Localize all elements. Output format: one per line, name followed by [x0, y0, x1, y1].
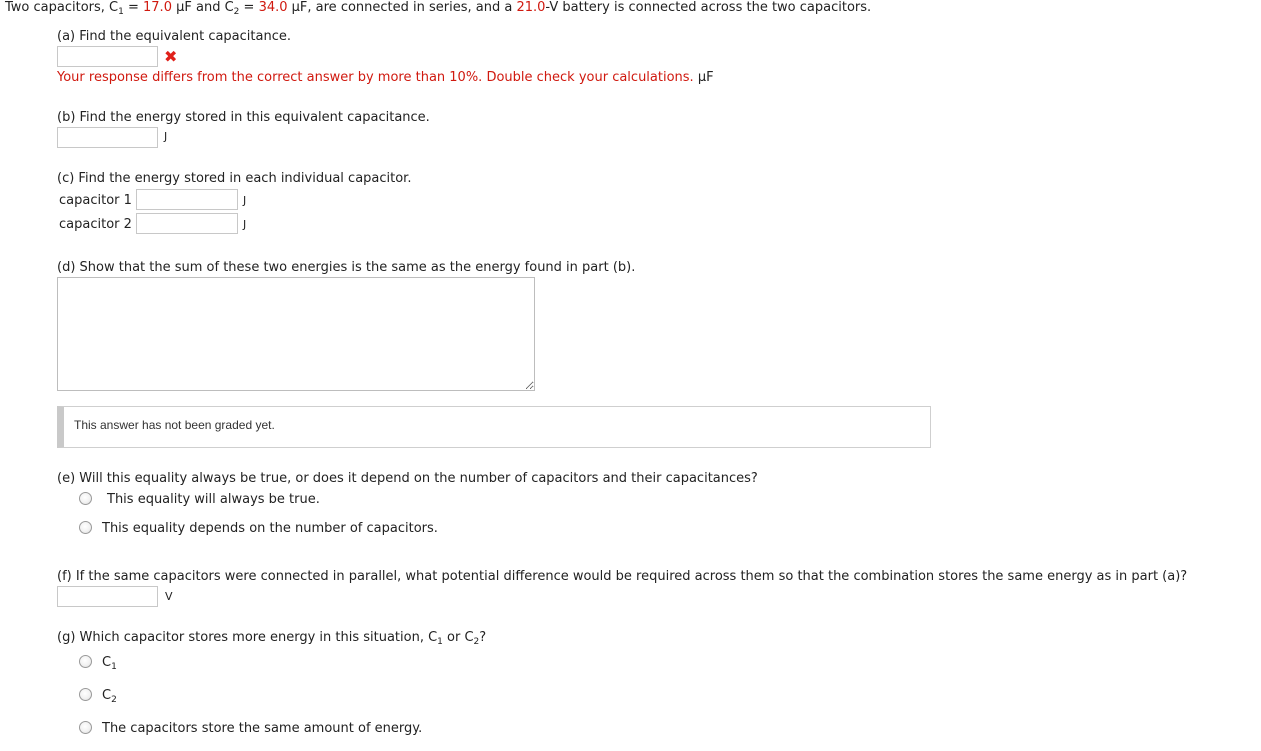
intro-text: -V battery is connected across the two capacitors. [545, 0, 872, 15]
c1-value: 17.0 [143, 0, 172, 15]
parallel-voltage-input[interactable] [57, 586, 158, 607]
option-label: C [102, 688, 112, 703]
option-subscript: 2 [111, 695, 117, 705]
part-f-question: (f) If the same capacitors were connected in parallel, what potential difference would be required across them so that the combination stores the same energy as in part (a)? [57, 569, 1188, 584]
equivalent-energy-input[interactable] [57, 127, 158, 148]
radio-c1[interactable] [79, 655, 92, 668]
part-a-unit: µF [697, 70, 714, 85]
capacitor-2-energy-input[interactable] [136, 213, 238, 234]
part-a-question: (a) Find the equivalent capacitance. [57, 29, 291, 44]
radio-depends-on-number[interactable] [79, 521, 92, 534]
capacitor-2-label: capacitor 2 [59, 217, 132, 232]
feedback-text: Your response differs from the correct answer by more than 10%. Double check your calculations. [57, 70, 694, 85]
energy-sum-answer-textarea[interactable] [57, 277, 535, 391]
c1-subscript: 1 [118, 7, 124, 17]
radio-always-true[interactable] [79, 492, 92, 505]
grading-status-box [57, 406, 931, 448]
option-subscript: 1 [111, 662, 117, 672]
question-text: ? [479, 630, 487, 645]
option-c1 [102, 655, 117, 672]
c2-subscript: 2 [233, 7, 240, 17]
equivalent-capacitance-input[interactable] [57, 46, 158, 67]
option-c2 [102, 688, 117, 705]
capacitor-1-energy-input[interactable] [136, 189, 238, 210]
part-a-feedback [57, 70, 714, 85]
part-d-question: (d) Show that the sum of these two energies is the same as the energy found in part (b). [57, 260, 636, 275]
intro-text: = [123, 0, 144, 15]
capacitor-1-label: capacitor 1 [59, 193, 132, 208]
intro-text: µF, are connected in series, and a [287, 0, 517, 15]
option-label: C [102, 655, 112, 670]
part-b-question: (b) Find the energy stored in this equivalent capacitance. [57, 110, 430, 125]
intro-text: µF and C [171, 0, 234, 15]
c1-subscript: 1 [437, 637, 443, 647]
option-depends-on-number: This equality depends on the number of capacitors. [102, 521, 438, 536]
part-c-question: (c) Find the energy stored in each individual capacitor. [57, 171, 412, 186]
intro-text: Two capacitors, C [5, 0, 119, 15]
option-always-true: This equality will always be true. [107, 492, 320, 507]
part-e-question: (e) Will this equality always be true, or does it depend on the number of capacitors and their capacitances? [57, 471, 758, 486]
radio-same-energy[interactable] [79, 721, 92, 734]
part-b-unit: J [164, 130, 168, 143]
x-mark-icon: ✖ [164, 47, 178, 66]
capacitor-2-unit: J [243, 218, 247, 231]
question-text: (g) Which capacitor stores more energy in this situation, C [57, 630, 438, 645]
option-same-energy: The capacitors store the same amount of energy. [102, 721, 423, 736]
capacitor-1-unit: J [243, 194, 247, 207]
grading-status-text: This answer has not been graded yet. [74, 418, 275, 432]
part-f-unit: V [165, 590, 173, 603]
part-g-question [57, 630, 486, 647]
c2-value: 34.0 [258, 0, 288, 15]
c2-subscript: 2 [473, 637, 480, 647]
problem-statement [5, 0, 871, 17]
voltage-value: 21.0 [516, 0, 546, 15]
radio-c2[interactable] [79, 688, 92, 701]
intro-text: = [239, 0, 259, 15]
question-text: or C [442, 630, 474, 645]
